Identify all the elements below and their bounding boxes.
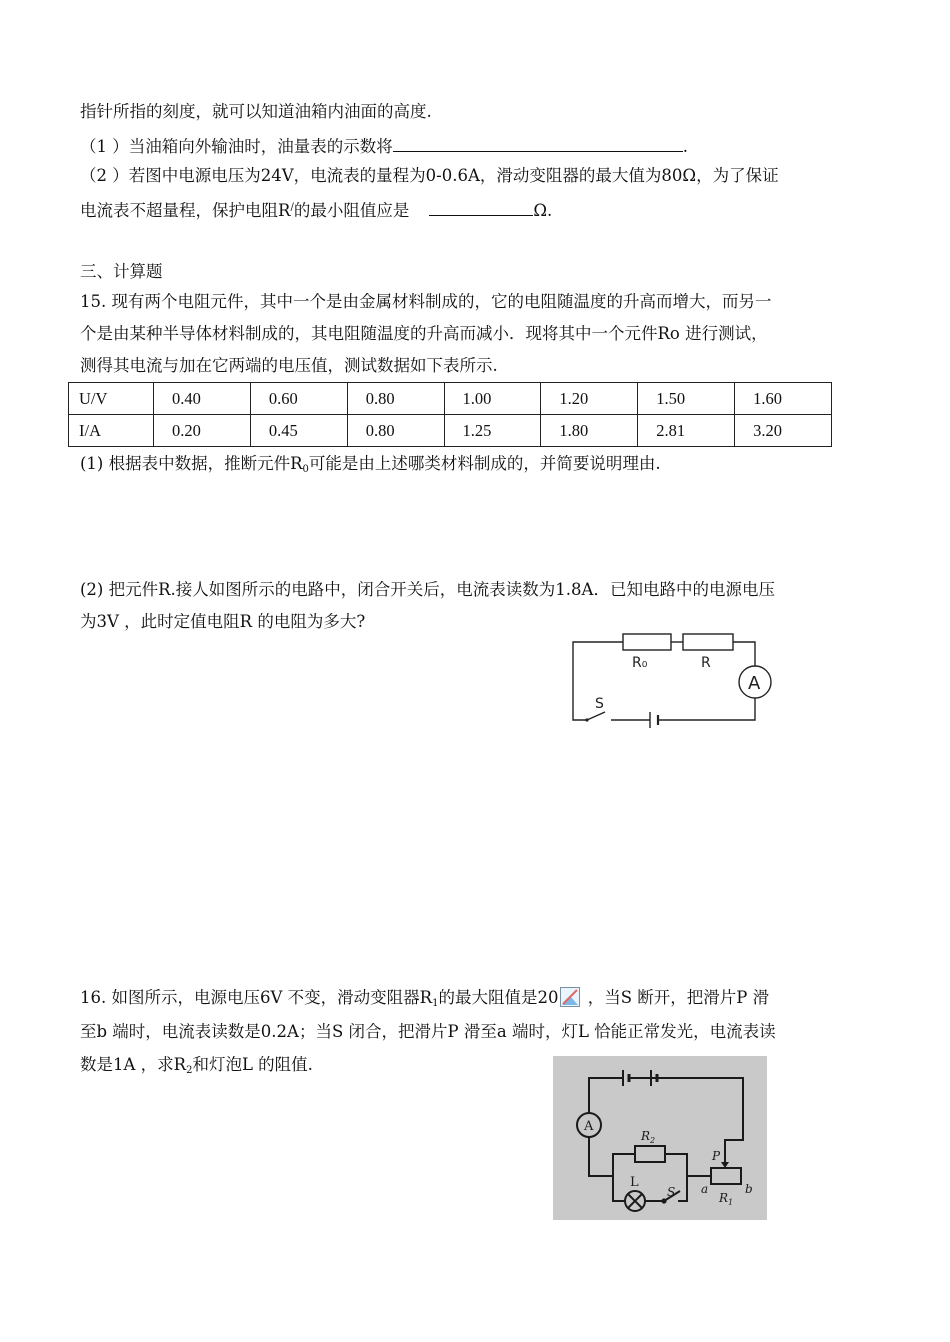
table-row (69, 383, 832, 415)
p15-line-3: 测得其电流与加在它两端的电压值，测试数据如下表所示. (80, 356, 498, 375)
table-cell: 1.50 (638, 383, 735, 415)
p16-line-3 (80, 1053, 313, 1083)
p16-line1-mid: 的最大阻值是20 (438, 988, 559, 1007)
table-cell: U/V (69, 383, 154, 415)
question-2-line-2 (80, 196, 552, 223)
table-cell: 1.20 (541, 383, 638, 415)
q1-text: 当油箱向外输油时，油量表的示数将 (128, 137, 393, 156)
switch-label: S (667, 1185, 676, 1199)
p16-line3-post: 和灯泡L 的阻值. (192, 1055, 313, 1074)
question-2-line-1 (80, 164, 779, 188)
p15-q1-pre: (1) 根据表中数据，推断元件R (80, 454, 303, 473)
table-cell: 1.25 (444, 415, 541, 447)
question-1 (80, 133, 688, 159)
q2-line2-pre: 电流表不超量程，保护电阻R (80, 201, 291, 220)
q2-answer-blank[interactable] (429, 197, 533, 216)
slider-p-label: P (712, 1149, 721, 1163)
q2-unit: Ω. (533, 201, 553, 220)
p15-line-1: 15. 现有两个电阻元件，其中一个是由金属材料制成的，它的电阻随温度的升高而增大，而另一 (80, 292, 772, 311)
table-cell: 2.81 (638, 415, 735, 447)
end-b-label: b (745, 1182, 753, 1196)
table-cell: 3.20 (735, 415, 832, 447)
end-a-label: a (701, 1182, 709, 1196)
table-cell: 0.80 (347, 383, 444, 415)
p16-line-2: 至b 端时，电流表读数是0.2A；当S 闭合，把滑片P 滑至a 端时，灯L 恰能正常发光，电流表读 (80, 1022, 776, 1041)
ammeter-icon: A (748, 673, 761, 694)
circuit-diagram-1 (565, 628, 777, 736)
table-cell: 1.00 (444, 383, 541, 415)
intro-line: 指针所指的刻度，就可以知道油箱内油面的高度. (80, 102, 432, 121)
r2-sub: 2 (650, 1136, 656, 1145)
q2-line2-mid: 的最小阻值应是 (293, 201, 410, 220)
q2-label: （2 ） (80, 166, 129, 185)
r-label: R (701, 655, 711, 671)
q2-prime: / (290, 202, 294, 213)
p16-line1-pre: 16. 如图所示，电源电压6V 不变，滑动变阻器R (80, 988, 433, 1007)
p15-subquestion-2-line-2: 为3V ，此时定值电阻R 的电阻为多大? (80, 612, 366, 631)
ammeter-icon: A (584, 1119, 594, 1134)
table-cell: 1.60 (735, 383, 832, 415)
section-title: 三、计算题 (80, 262, 163, 281)
p16-line1-post: ，当S 断开，把滑片P 滑 (582, 988, 770, 1007)
table-cell: 0.20 (154, 415, 251, 447)
q1-label: （1 ） (80, 137, 129, 156)
r2-letter: R (641, 1129, 651, 1143)
table-cell: 1.80 (541, 415, 638, 447)
p15-q1-post: 可能是由上述哪类材料制成的，并简要说明理由. (308, 454, 661, 473)
r0-label: R₀ (632, 655, 648, 671)
r1-sub: 1 (728, 1198, 734, 1207)
table-cell: 0.40 (154, 383, 251, 415)
p15-line-2: 个是由某种半导体材料制成的，其电阻随温度的升高而减小．现将其中一个元件Ro 进行测试， (80, 324, 768, 343)
switch-label: S (595, 696, 604, 712)
table-cell: 0.80 (347, 415, 444, 447)
p15-subquestion-1 (80, 452, 661, 482)
p15-q1-sub: 0 (302, 464, 309, 475)
lamp-label: L (630, 1175, 639, 1190)
p16-line-1 (80, 986, 769, 1016)
r1-letter: R (719, 1191, 729, 1205)
p16-line1-sub: 1 (432, 998, 439, 1009)
table-row (69, 415, 832, 447)
broken-image-icon (560, 987, 580, 1007)
q1-end: . (682, 137, 688, 156)
circuit-diagram-2 (553, 1056, 767, 1220)
table-cell: 0.45 (250, 415, 347, 447)
p15-subquestion-2-line-1: (2) 把元件R.接人如图所示的电路中，闭合开关后，电流表读数为1.8A．已知电路中的电源电压 (80, 580, 775, 599)
table-cell: 0.60 (250, 383, 347, 415)
measurement-table (68, 382, 832, 447)
q1-answer-blank[interactable] (393, 133, 683, 152)
table-cell: I/A (69, 415, 154, 447)
p16-line3-pre: 数是1A ，求R (80, 1055, 187, 1074)
p16-line3-sub: 2 (186, 1065, 193, 1076)
q2-line1: 若图中电源电压为24V，电流表的量程为0-0.6A，滑动变阻器的最大值为80Ω，为了保证 (128, 166, 779, 185)
